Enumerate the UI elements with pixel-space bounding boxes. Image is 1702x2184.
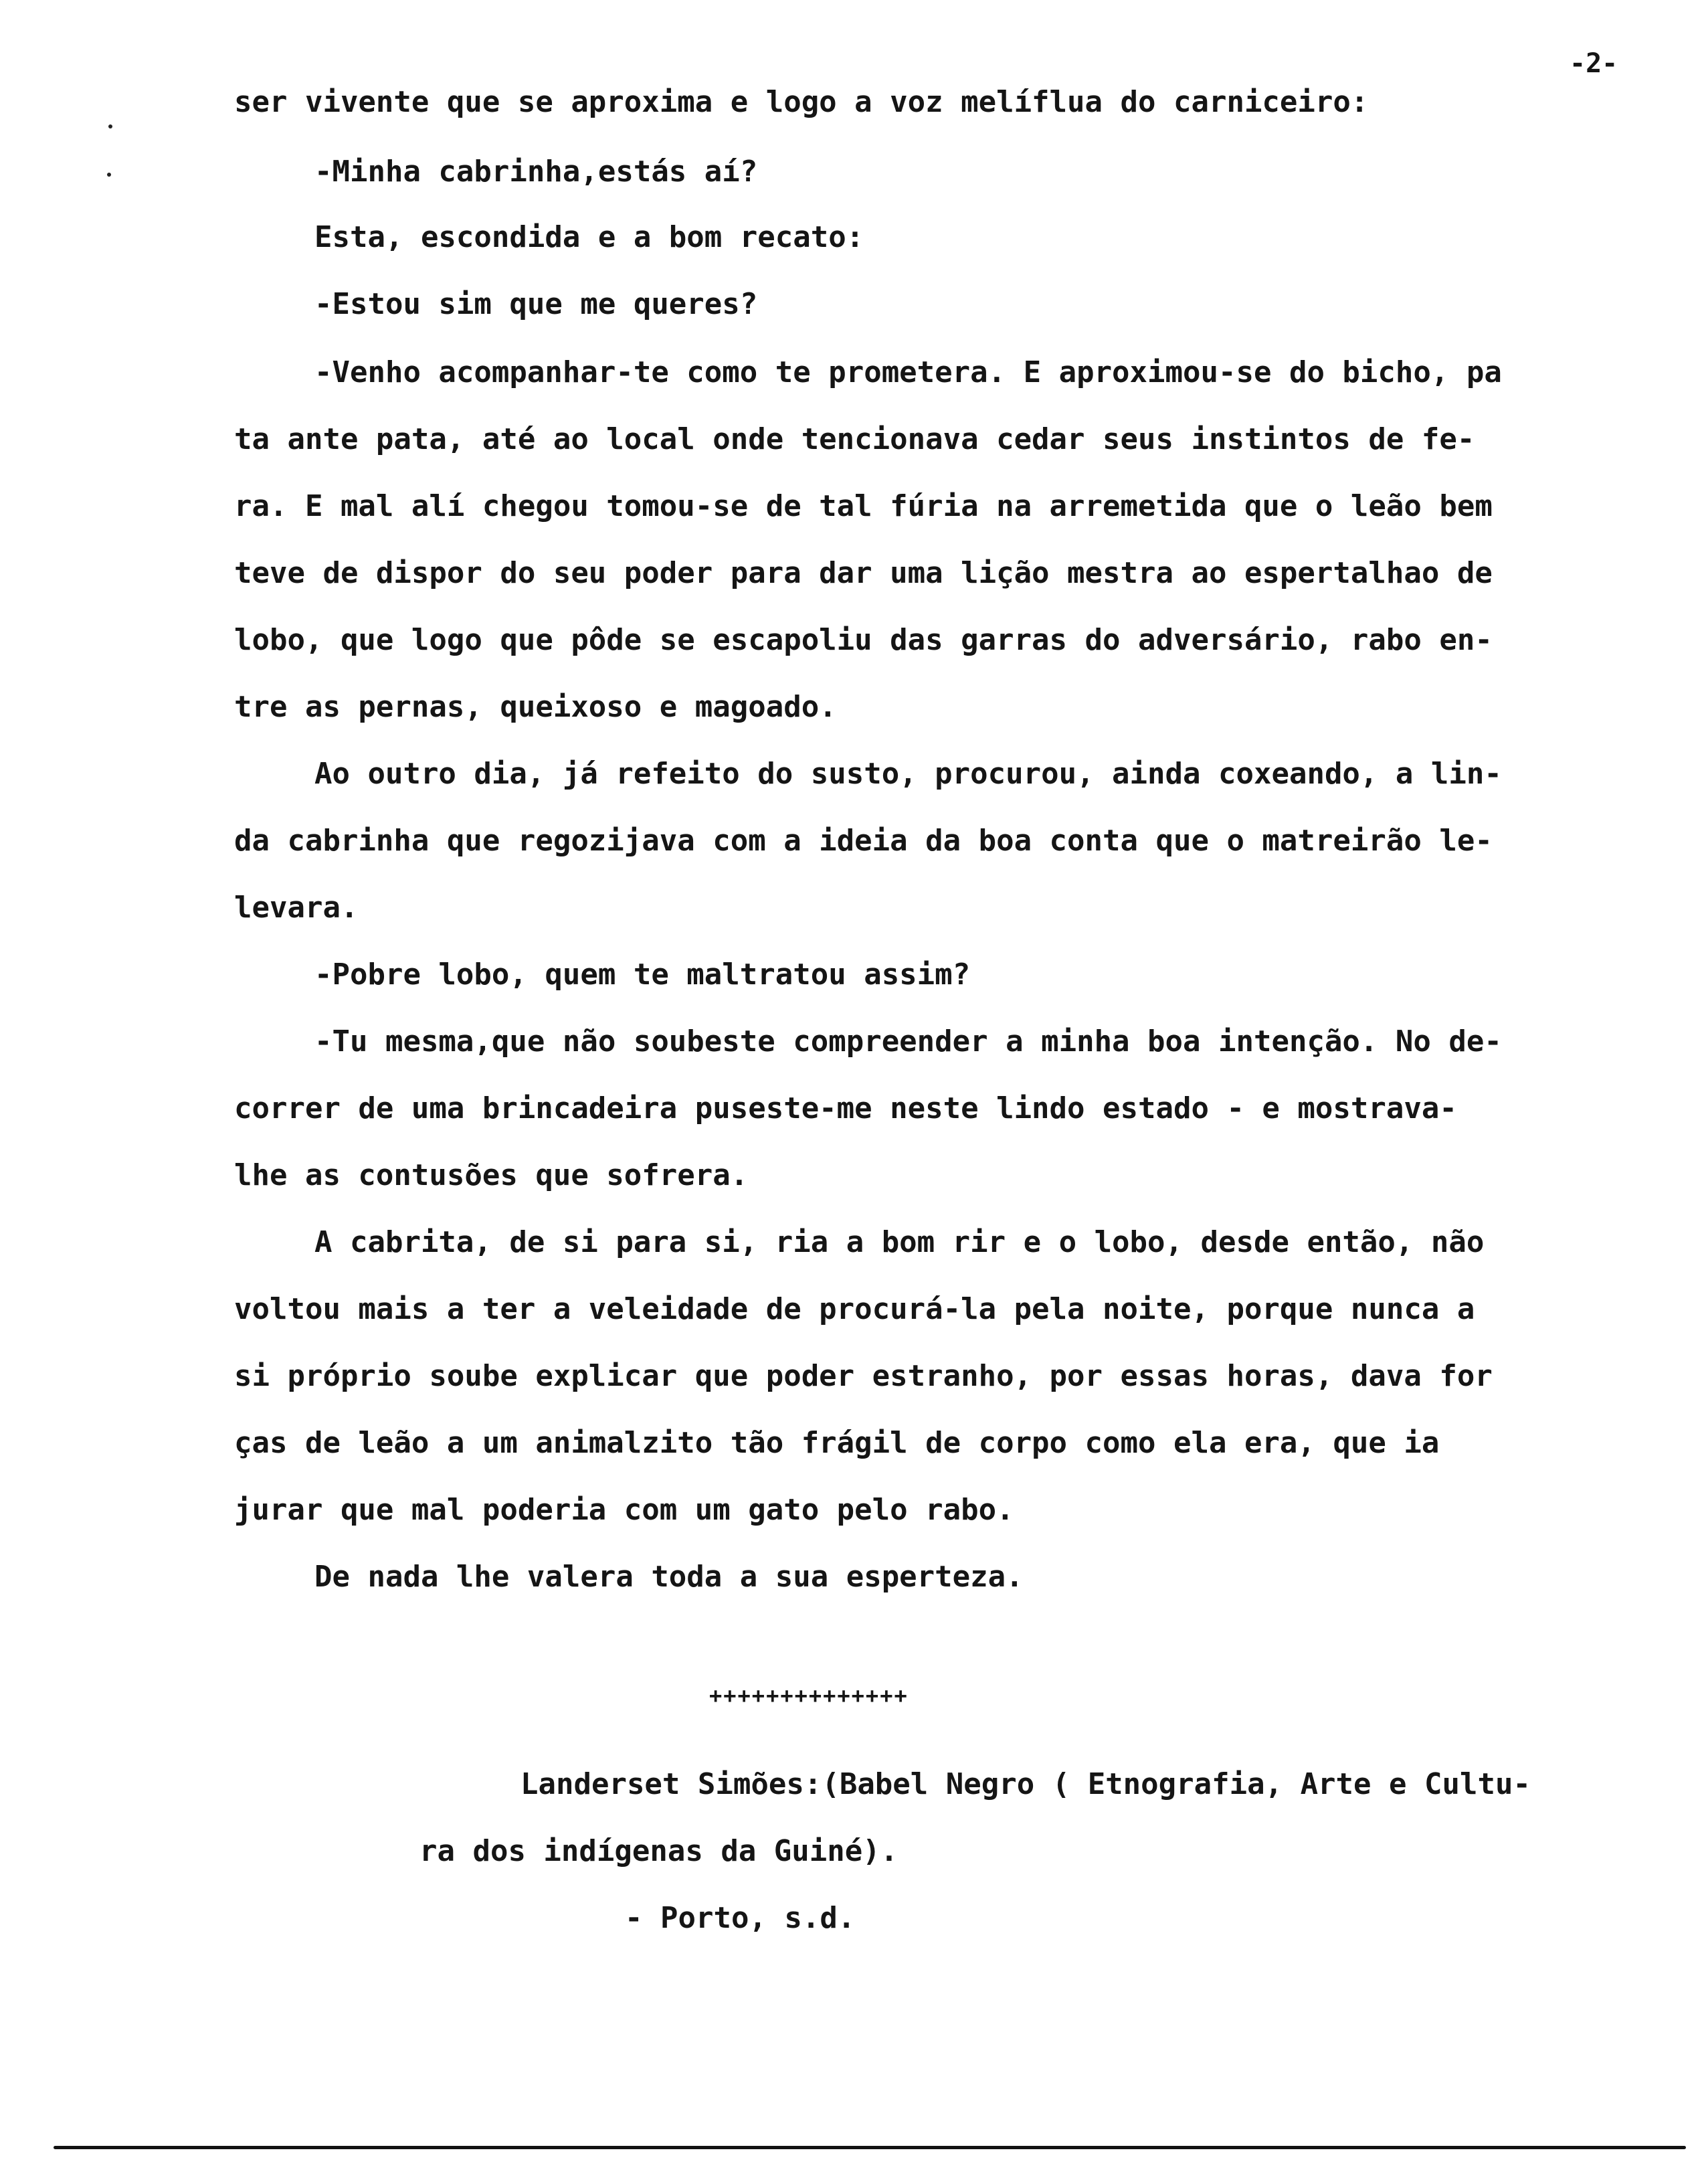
bottom-rule xyxy=(54,2146,1686,2149)
body-line: lhe as contusões que sofrera. xyxy=(234,1158,749,1192)
body-line: da cabrinha que regozijava com a ideia da boa conta que o matreirão le- xyxy=(234,824,1493,858)
body-line: lobo, que logo que pôde se escapoliu das garras do adversário, rabo en- xyxy=(234,623,1493,657)
citation-line-3: - Porto, s.d. xyxy=(625,1901,856,1935)
citation-line-2: ra dos indígenas da Guiné). xyxy=(419,1834,899,1868)
section-separator: ++++++++++++++ xyxy=(709,1683,909,1708)
body-line: Ao outro dia, já refeito do susto, procurou, ainda coxeando, a lin- xyxy=(314,757,1502,791)
page-number: -2- xyxy=(1570,48,1618,79)
body-line: teve de dispor do seu poder para dar uma lição mestra ao espertalhao de xyxy=(234,556,1493,590)
citation-line-1: Landerset Simões:(Babel Negro ( Etnografia, Arte e Cultu- xyxy=(521,1767,1531,1801)
body-line: Esta, escondida e a bom recato: xyxy=(314,220,864,254)
body-line: voltou mais a ter a veleidade de procurá-la pela noite, porque nunca a xyxy=(234,1292,1475,1326)
body-line: -Minha cabrinha,estás aí? xyxy=(314,155,758,189)
body-line: -Estou sim que me queres? xyxy=(314,287,758,321)
body-line: A cabrita, de si para si, ria a bom rir e o lobo, desde então, não xyxy=(314,1225,1485,1259)
body-line: ças de leão a um animalzito tão frágil de corpo como ela era, que ia xyxy=(234,1426,1440,1460)
body-line: levara. xyxy=(234,891,359,925)
body-line: -Pobre lobo, quem te maltratou assim? xyxy=(314,958,971,992)
margin-mark xyxy=(107,173,111,177)
body-line: De nada lhe valera toda a sua esperteza. xyxy=(314,1560,1024,1594)
body-line: si próprio soube explicar que poder estranho, por essas horas, dava for xyxy=(234,1359,1493,1393)
body-line: ra. E mal alí chegou tomou-se de tal fúria na arremetida que o leão bem xyxy=(234,489,1493,523)
body-line: -Tu mesma,que não soubeste compreender a minha boa intenção. No de- xyxy=(314,1024,1502,1059)
body-line: -Venho acompanhar-te como te prometera. E aproximou-se do bicho, pa xyxy=(314,355,1502,389)
body-line: jurar que mal poderia com um gato pelo rabo. xyxy=(234,1493,1014,1527)
body-line: correr de uma brincadeira puseste-me neste lindo estado - e mostrava- xyxy=(234,1091,1457,1125)
margin-mark xyxy=(108,124,112,128)
body-line: ta ante pata, até ao local onde tencionava cedar seus instintos de fe- xyxy=(234,422,1475,456)
body-line: ser vivente que se aproxima e logo a voz melíflua do carniceiro: xyxy=(234,85,1369,119)
body-line: tre as pernas, queixoso e magoado. xyxy=(234,690,837,724)
